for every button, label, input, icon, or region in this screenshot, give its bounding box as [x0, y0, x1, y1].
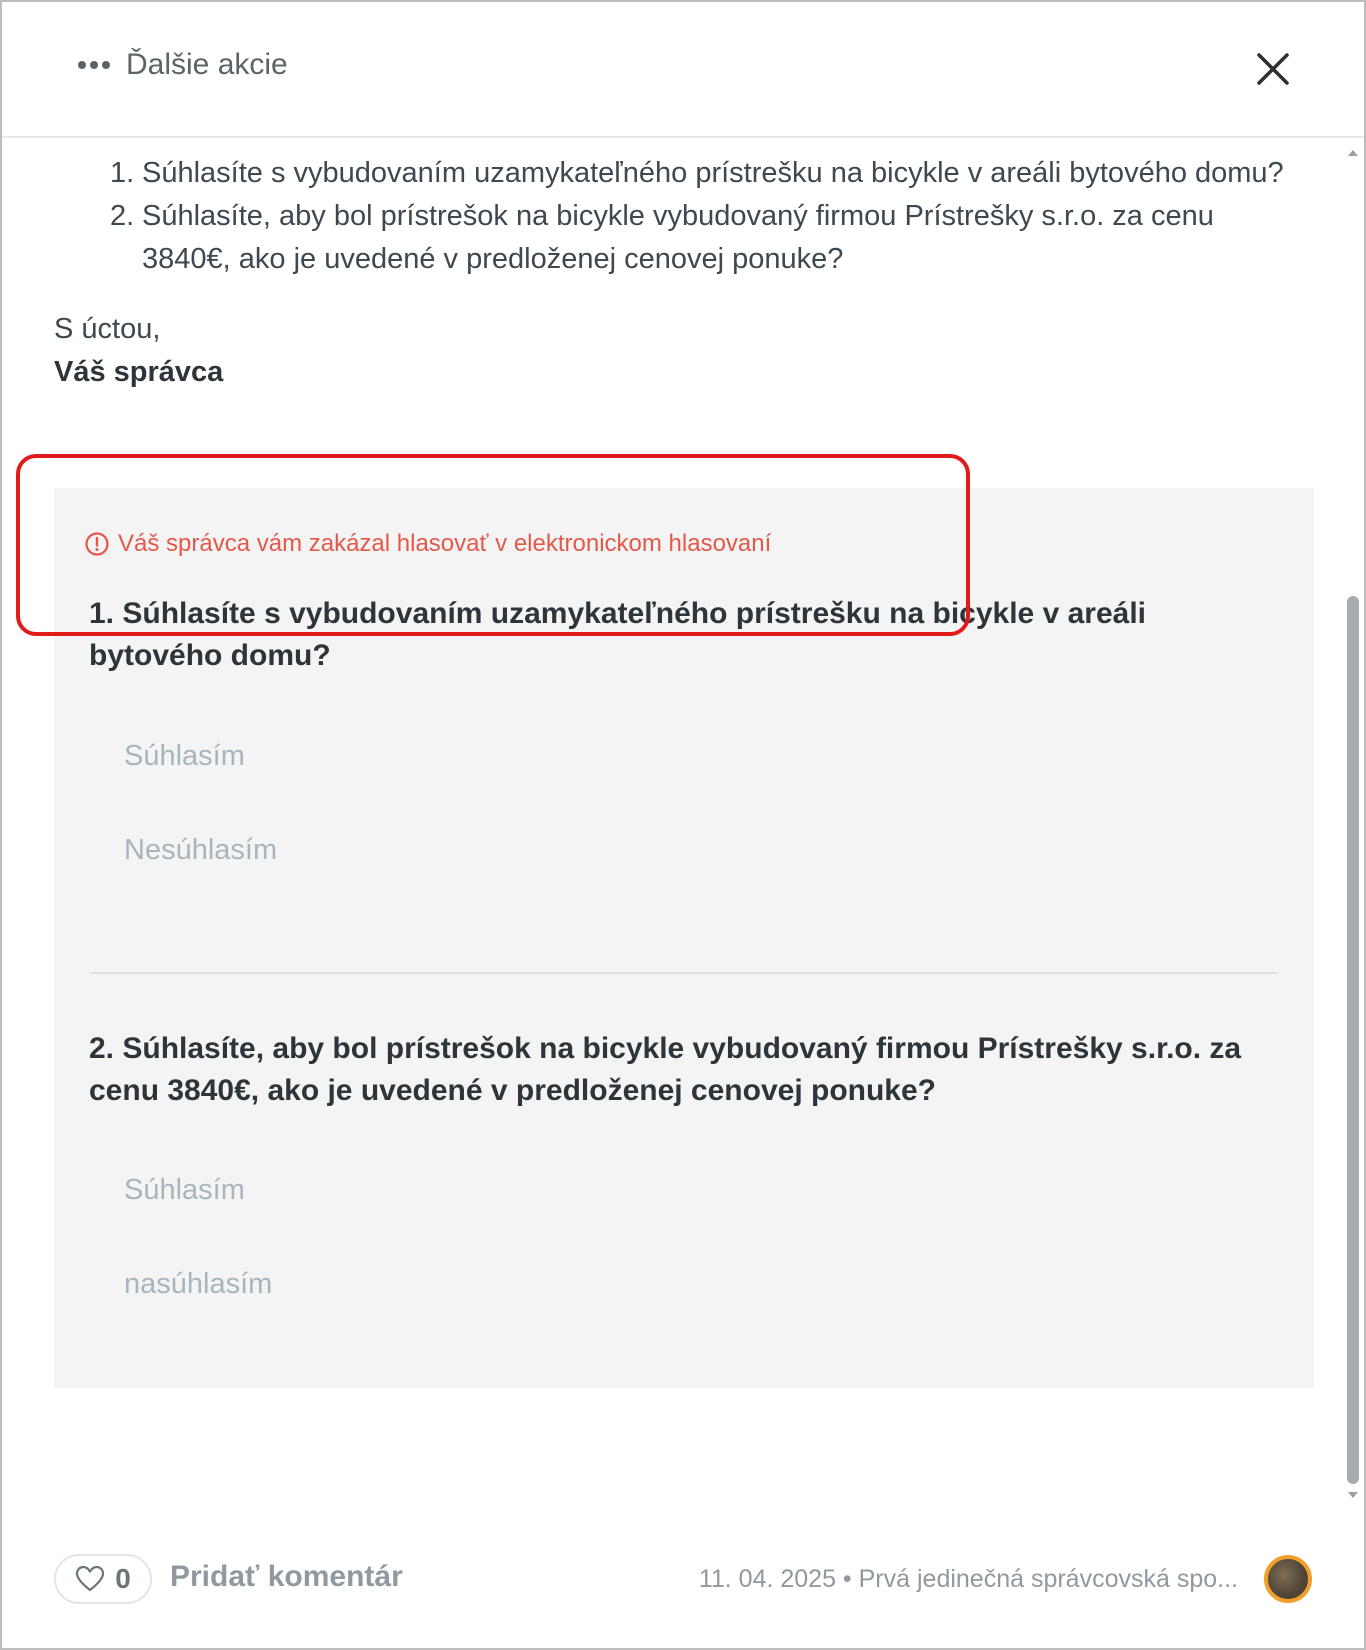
scrollbar[interactable] [1346, 142, 1360, 1502]
question-1-title: 1. Súhlasíte s vybudovaním uzamykateľného prístrešku na bicykle v areáli bytového domu? [89, 597, 1146, 672]
option-agree-q2[interactable]: Súhlasím [124, 1174, 245, 1206]
signoff [54, 308, 223, 394]
post-footer [2, 1502, 1364, 1648]
voting-disabled-warning [84, 530, 771, 558]
option-disagree-q2[interactable]: nasúhlasím [124, 1268, 273, 1300]
add-comment-link[interactable]: Pridať komentár [170, 1560, 403, 1593]
voting-panel [54, 488, 1314, 1388]
scroll-down-arrow-icon[interactable] [1348, 1492, 1358, 1498]
heart-icon [75, 1565, 105, 1593]
more-actions-label: Ďalšie akcie [126, 48, 288, 81]
alert-circle-icon [84, 531, 110, 557]
more-actions-button[interactable] [78, 48, 288, 82]
scroll-up-arrow-icon[interactable] [1348, 150, 1358, 156]
avatar[interactable] [1264, 1555, 1312, 1603]
like-count: 0 [115, 1563, 131, 1594]
intro-question-list [110, 152, 1310, 281]
post-meta: 11. 04. 2025 • Prvá jedinečná správcovská spo... [698, 1565, 1238, 1593]
greeting-text: S úctou, [54, 313, 161, 345]
like-button[interactable] [54, 1554, 152, 1604]
option-agree-q1[interactable]: Súhlasím [124, 740, 245, 772]
warning-text: Váš správca vám zakázal hlasovať v elektronickom hlasovaní [118, 530, 772, 557]
more-dots-icon [78, 61, 118, 69]
signature-text: Váš správca [54, 356, 224, 388]
post-content [2, 140, 1342, 1500]
divider [89, 972, 1279, 974]
dialog-header [2, 2, 1364, 138]
list-item: 2. Súhlasíte, aby bol prístrešok na bicykle vybudovaný firmou Prístrešky s.r.o. za cenu 3840€, ako je uvedené v predloženej cenovej ponuke? [110, 200, 1214, 275]
list-item: 1. Súhlasíte s vybudovaním uzamykateľného prístrešku na bicykle v areáli bytového domu? [110, 157, 1284, 189]
option-disagree-q1[interactable]: Nesúhlasím [124, 834, 278, 866]
close-icon[interactable] [1254, 50, 1292, 88]
scrollbar-thumb[interactable] [1347, 596, 1359, 1484]
question-2-title: 2. Súhlasíte, aby bol prístrešok na bicykle vybudovaný firmou Prístrešky s.r.o. za cenu 3840€, ako je uvedené v predloženej cenovej ponuke? [89, 1032, 1242, 1107]
